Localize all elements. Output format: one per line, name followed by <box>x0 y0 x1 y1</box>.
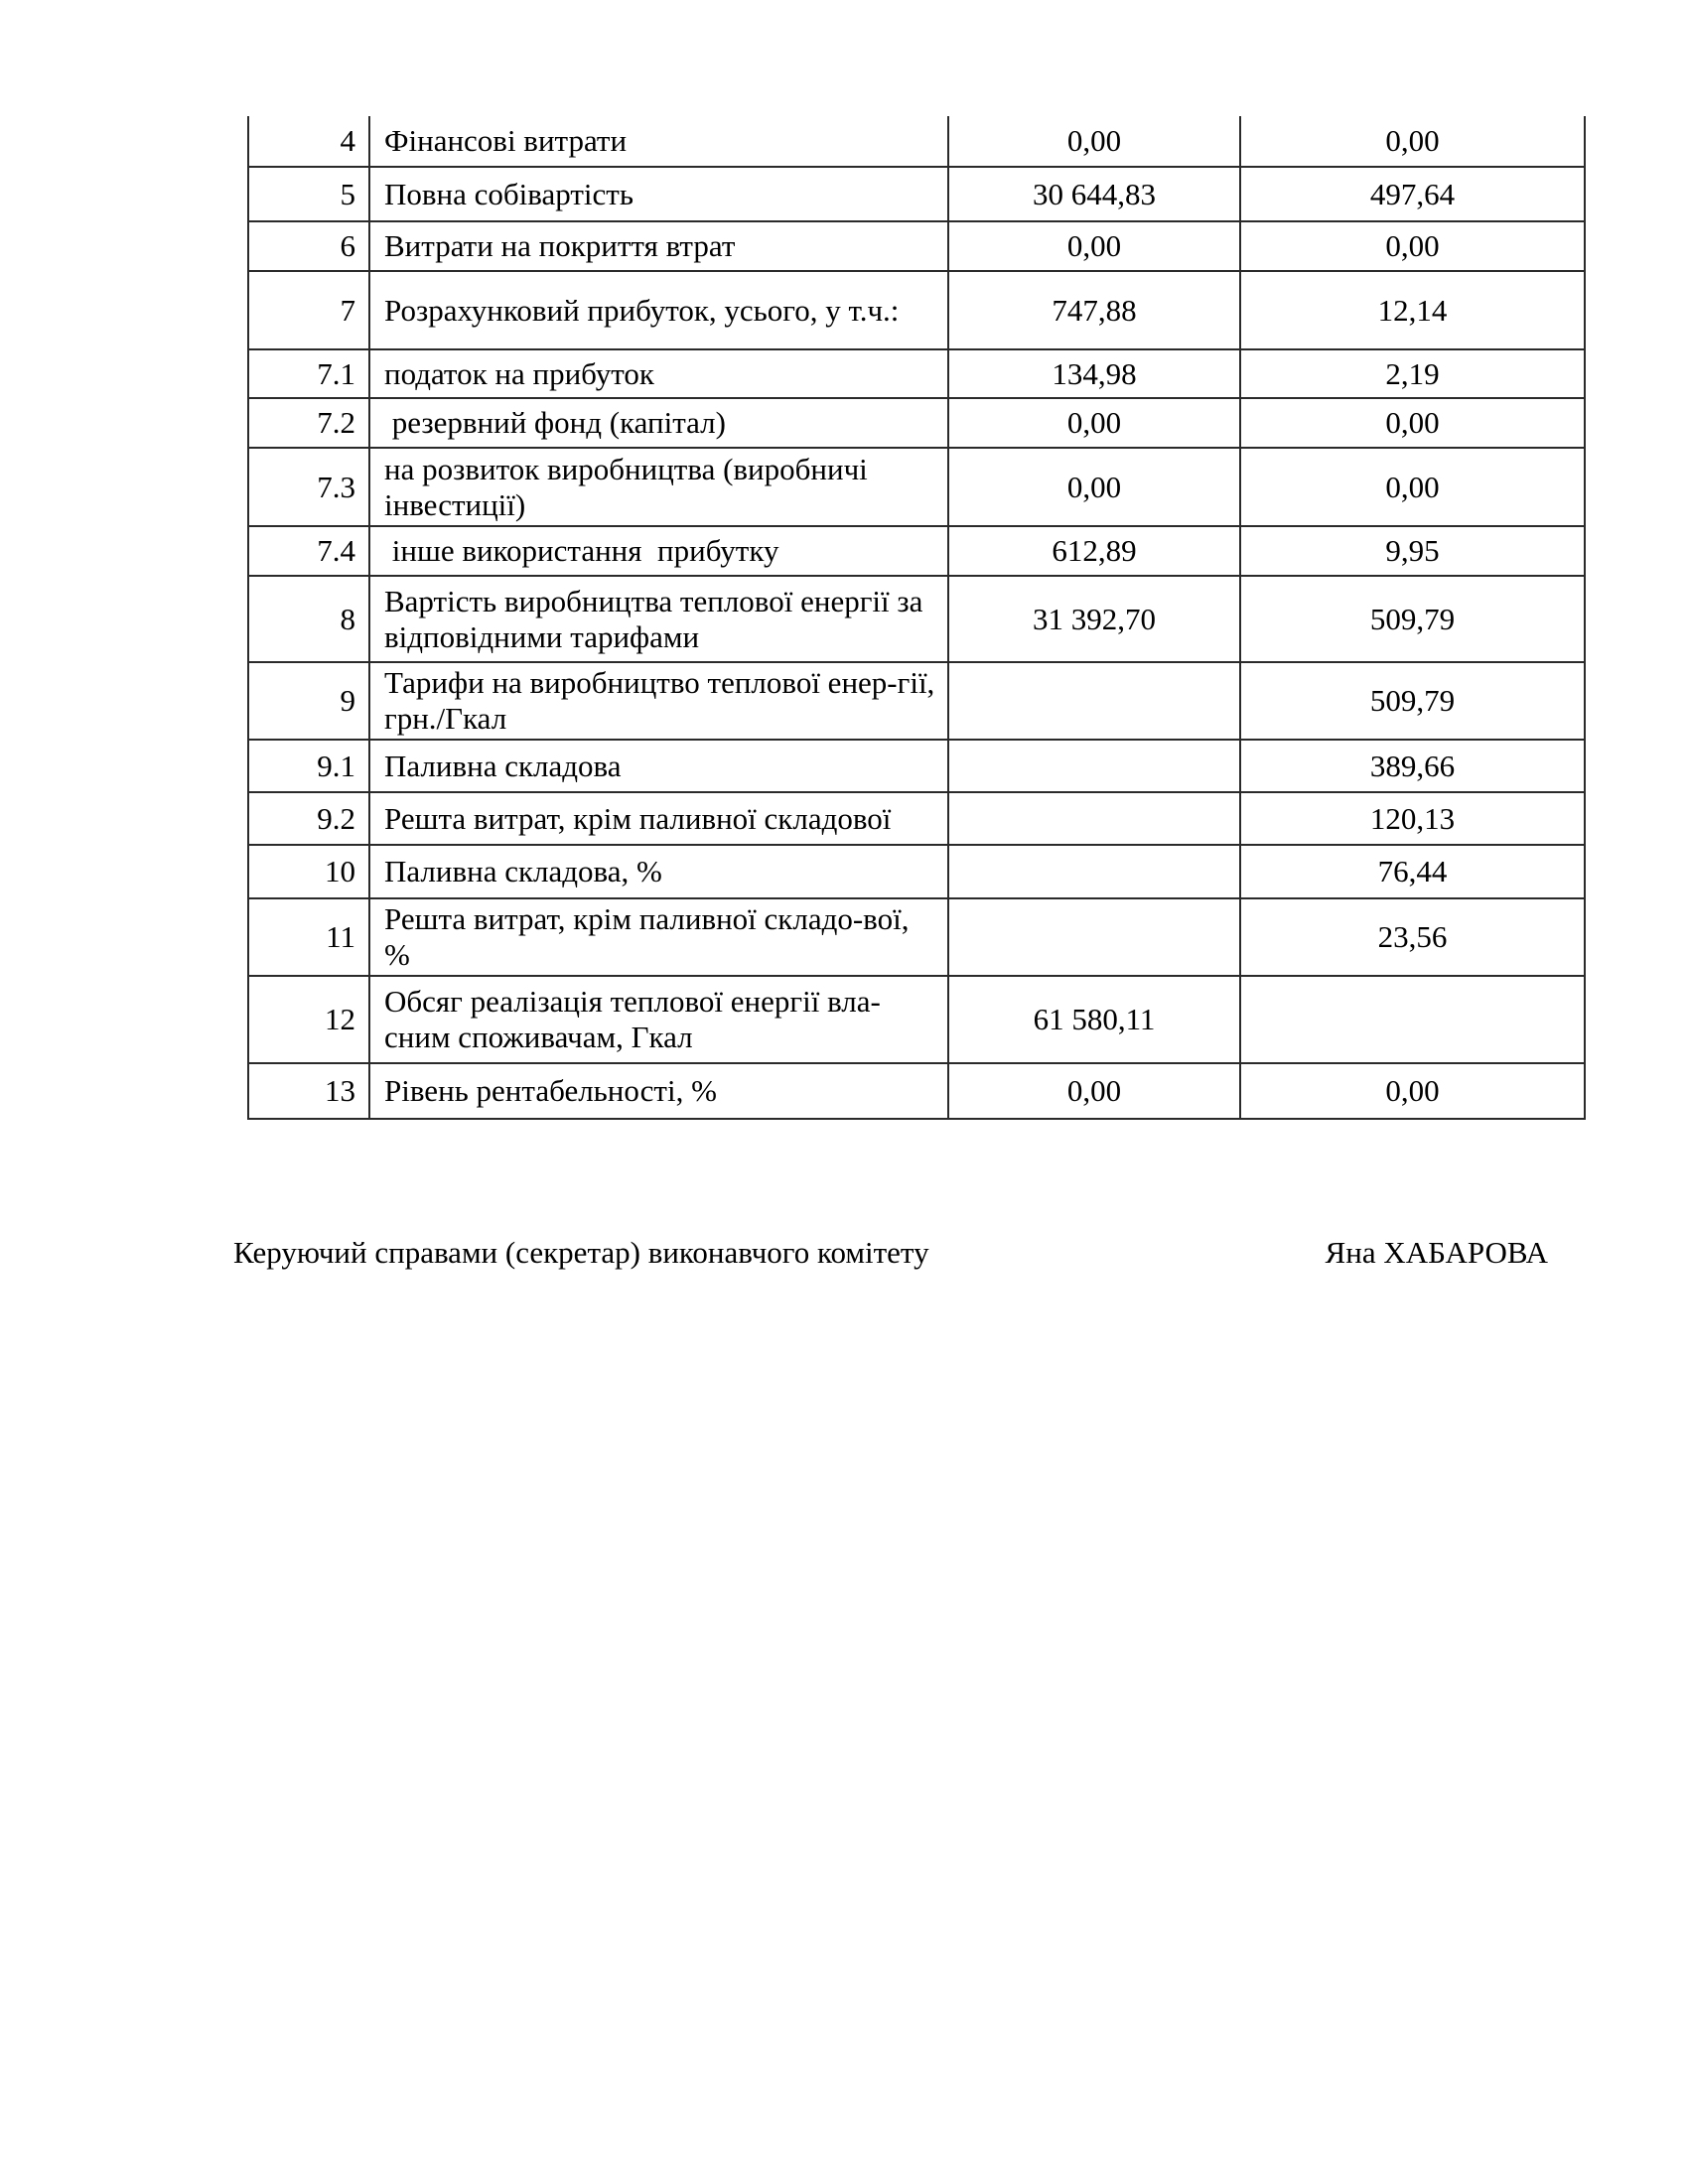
row-per-unit-value: 12,14 <box>1240 271 1585 349</box>
table-row <box>248 349 1585 398</box>
table-row <box>248 398 1585 448</box>
row-total-value: 0,00 <box>948 398 1240 448</box>
row-name: Вартість виробництва теплової енергії за відповідними тарифами <box>369 576 948 662</box>
table-row <box>248 167 1585 221</box>
row-per-unit-value: 0,00 <box>1240 116 1585 167</box>
row-per-unit-value: 0,00 <box>1240 221 1585 271</box>
row-total-value <box>948 792 1240 845</box>
row-per-unit-value: 389,66 <box>1240 740 1585 792</box>
table-row <box>248 448 1585 526</box>
row-name: Решта витрат, крім паливної складо-вої, % <box>369 898 948 976</box>
table-row <box>248 271 1585 349</box>
row-name: Тарифи на виробництво теплової енер-гії, грн./Гкал <box>369 662 948 740</box>
row-number: 7.2 <box>248 398 369 448</box>
row-per-unit-value: 0,00 <box>1240 398 1585 448</box>
row-total-value <box>948 740 1240 792</box>
row-number: 9.1 <box>248 740 369 792</box>
table-row <box>248 526 1585 576</box>
row-total-value: 30 644,83 <box>948 167 1240 221</box>
row-name: Рівень рентабельності, % <box>369 1063 948 1119</box>
cost-table <box>247 116 1586 1120</box>
row-per-unit-value: 0,00 <box>1240 1063 1585 1119</box>
table-row <box>248 792 1585 845</box>
table-row <box>248 221 1585 271</box>
row-per-unit-value: 120,13 <box>1240 792 1585 845</box>
signatory-position: Керуючий справами (секретар) виконавчого комітету <box>233 1235 929 1270</box>
row-total-value: 134,98 <box>948 349 1240 398</box>
table-row <box>248 845 1585 898</box>
row-name: Повна собівартість <box>369 167 948 221</box>
row-name: Витрати на покриття втрат <box>369 221 948 271</box>
row-name: Решта витрат, крім паливної складової <box>369 792 948 845</box>
row-name: Паливна складова <box>369 740 948 792</box>
row-per-unit-value: 76,44 <box>1240 845 1585 898</box>
table-row <box>248 576 1585 662</box>
table-row <box>248 1063 1585 1119</box>
row-total-value: 0,00 <box>948 221 1240 271</box>
row-per-unit-value: 9,95 <box>1240 526 1585 576</box>
row-number: 5 <box>248 167 369 221</box>
row-per-unit-value: 509,79 <box>1240 576 1585 662</box>
row-total-value <box>948 662 1240 740</box>
row-number: 10 <box>248 845 369 898</box>
row-total-value: 61 580,11 <box>948 976 1240 1063</box>
row-number: 7.4 <box>248 526 369 576</box>
row-per-unit-value: 0,00 <box>1240 448 1585 526</box>
row-total-value: 0,00 <box>948 116 1240 167</box>
row-total-value: 612,89 <box>948 526 1240 576</box>
row-number: 8 <box>248 576 369 662</box>
row-number: 7.3 <box>248 448 369 526</box>
row-number: 6 <box>248 221 369 271</box>
row-name: Паливна складова, % <box>369 845 948 898</box>
row-per-unit-value: 23,56 <box>1240 898 1585 976</box>
row-total-value: 31 392,70 <box>948 576 1240 662</box>
row-number: 7.1 <box>248 349 369 398</box>
row-name: податок на прибуток <box>369 349 948 398</box>
row-name: Розрахунковий прибуток, усього, у т.ч.: <box>369 271 948 349</box>
row-name: резервний фонд (капітал) <box>369 398 948 448</box>
row-number: 7 <box>248 271 369 349</box>
row-per-unit-value <box>1240 976 1585 1063</box>
row-number: 9 <box>248 662 369 740</box>
row-total-value <box>948 898 1240 976</box>
row-per-unit-value: 2,19 <box>1240 349 1585 398</box>
row-per-unit-value: 497,64 <box>1240 167 1585 221</box>
row-per-unit-value: 509,79 <box>1240 662 1585 740</box>
row-total-value <box>948 845 1240 898</box>
row-name: Фінансові витрати <box>369 116 948 167</box>
table-row <box>248 116 1585 167</box>
row-name: Обсяг реалізація теплової енергії вла-сним споживачам, Гкал <box>369 976 948 1063</box>
table-row <box>248 740 1585 792</box>
table-row <box>248 898 1585 976</box>
row-name: на розвиток виробництва (виробничі інвестиції) <box>369 448 948 526</box>
row-total-value: 0,00 <box>948 448 1240 526</box>
row-number: 11 <box>248 898 369 976</box>
row-total-value: 0,00 <box>948 1063 1240 1119</box>
row-number: 12 <box>248 976 369 1063</box>
table-row <box>248 662 1585 740</box>
row-number: 13 <box>248 1063 369 1119</box>
table-row <box>248 976 1585 1063</box>
row-name: інше використання прибутку <box>369 526 948 576</box>
row-number: 9.2 <box>248 792 369 845</box>
row-number: 4 <box>248 116 369 167</box>
signatory-name: Яна ХАБАРОВА <box>1325 1235 1548 1270</box>
row-total-value: 747,88 <box>948 271 1240 349</box>
